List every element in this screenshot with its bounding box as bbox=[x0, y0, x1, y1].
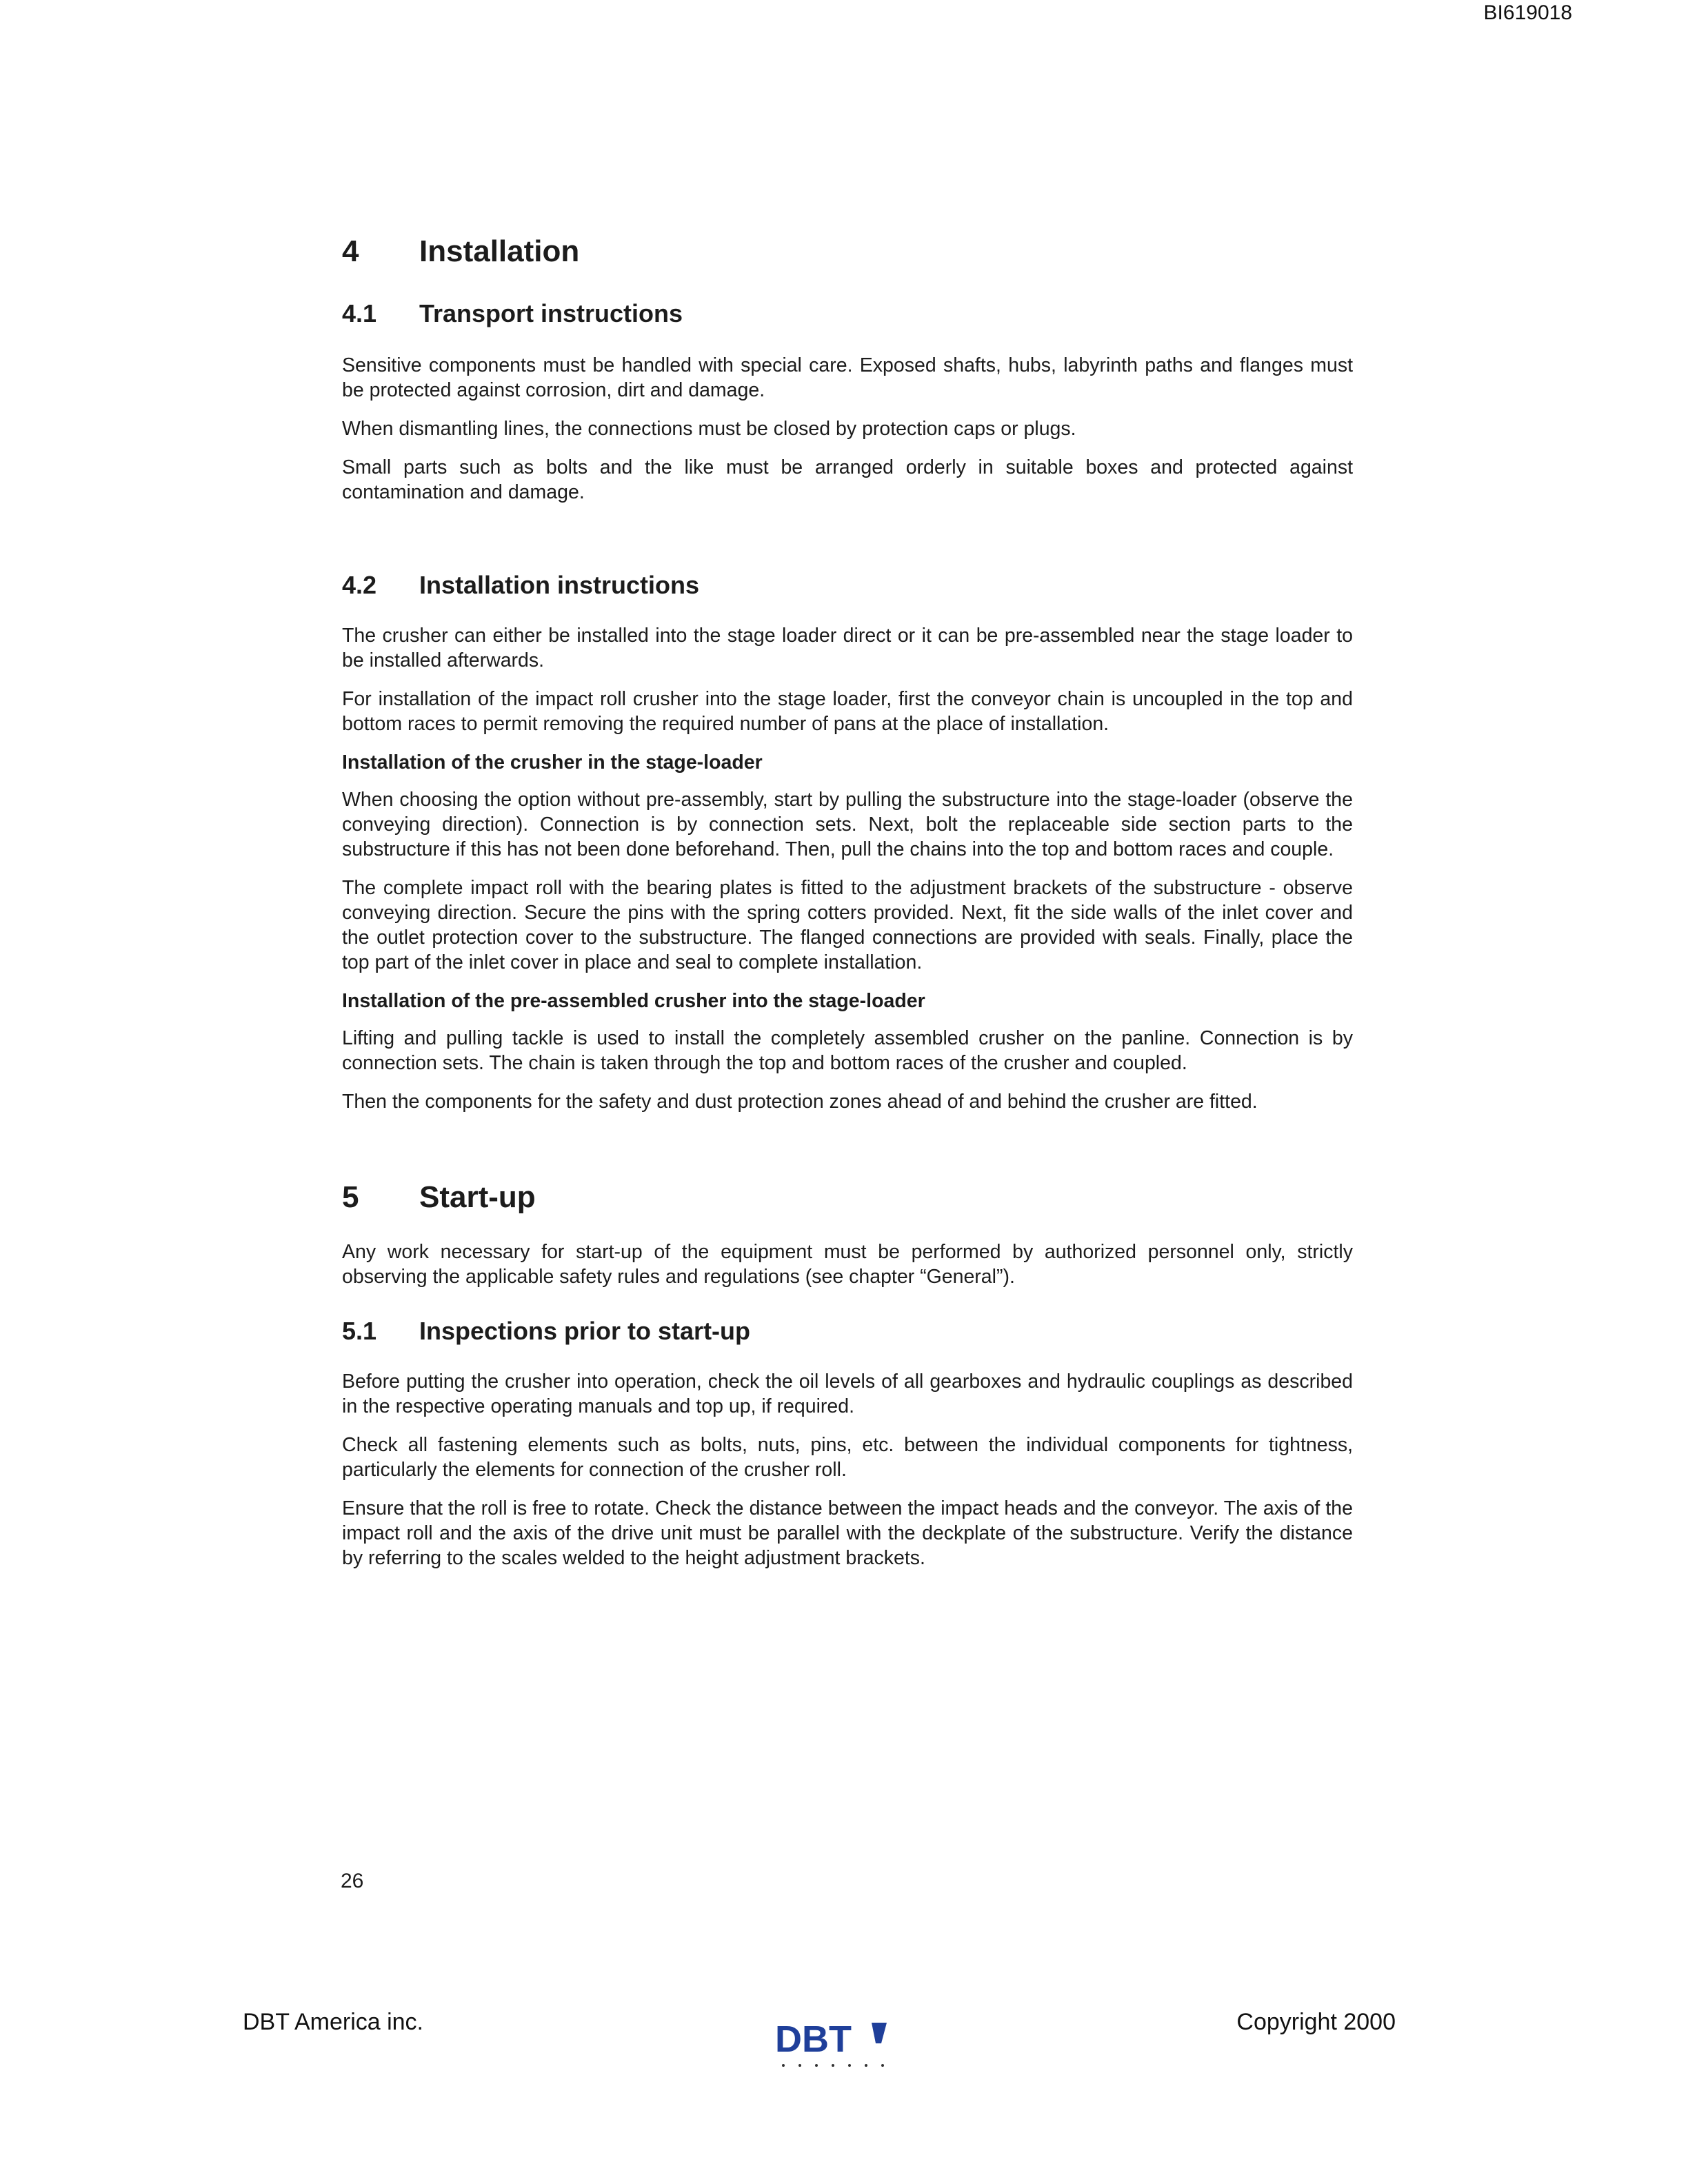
paragraph: When choosing the option without pre-assembly, start by pulling the substructure into the stage-loader (observe the conveying direction). Connection is by connection sets. Next, bolt the replaceable side section parts to the substructure if this has not been done beforehand. Then, pull the chains into the top and bottom races and couple. bbox=[342, 789, 1353, 860]
page-content bbox=[342, 234, 1353, 1584]
document-id: BI619018 bbox=[1483, 1, 1572, 24]
paragraph: Before putting the crusher into operation, check the oil levels of all gearboxes and hydraulic couplings as described in the respective operating manuals and top up, if required. bbox=[342, 1371, 1353, 1417]
section-title: Inspections prior to start-up bbox=[419, 1317, 751, 1345]
dbt-logo bbox=[770, 2016, 907, 2071]
paragraph: Lifting and pulling tackle is used to install the completely assembled crusher on the panline. Connection is by connection sets. The chain is taken through the top and bottom races of the crusher and coupled. bbox=[342, 1027, 1353, 1074]
section-title: Transport instructions bbox=[419, 299, 683, 327]
subheading: Installation of the crusher in the stage-loader bbox=[342, 751, 763, 774]
section-4-1-heading bbox=[342, 299, 1353, 328]
section-title: Start-up bbox=[419, 1180, 536, 1214]
section-number: 4.2 bbox=[342, 571, 377, 599]
section-title: Installation bbox=[419, 234, 580, 268]
section-4-heading bbox=[342, 234, 1353, 269]
section-title: Installation instructions bbox=[419, 571, 700, 599]
section-number: 4 bbox=[342, 234, 359, 268]
paragraph: When dismantling lines, the connections must be closed by protection caps or plugs. bbox=[342, 418, 1076, 440]
section-5-1-heading bbox=[342, 1317, 1353, 1346]
paragraph: Then the components for the safety and dust protection zones ahead of and behind the crusher are fitted. bbox=[342, 1091, 1258, 1113]
paragraph: The crusher can either be installed into the stage loader direct or it can be pre-assembled near the stage loader to be installed afterwards. bbox=[342, 625, 1353, 671]
footer-company: DBT America inc. bbox=[243, 2009, 424, 2035]
page-number: 26 bbox=[341, 1870, 364, 1892]
subheading: Installation of the pre-assembled crusher into the stage-loader bbox=[342, 990, 925, 1012]
paragraph: For installation of the impact roll crusher into the stage loader, first the conveyor chain is uncoupled in the top and bottom races to permit removing the required number of pans at the place of installation. bbox=[342, 688, 1353, 735]
paragraph: Check all fastening elements such as bolts, nuts, pins, etc. between the individual components for tightness, particularly the elements for connection of the crusher roll. bbox=[342, 1434, 1353, 1481]
paragraph: Ensure that the roll is free to rotate. Check the distance between the impact heads and the conveyor. The axis of the impact roll and the axis of the drive unit must be parallel with the deckplate of the substructure. Verify the distance by referring to the scales welded to the height adjustment brackets. bbox=[342, 1497, 1353, 1569]
section-number: 4.1 bbox=[342, 299, 377, 327]
section-5-heading bbox=[342, 1180, 1353, 1215]
logo-mark bbox=[872, 2023, 887, 2043]
paragraph: Any work necessary for start-up of the equipment must be performed by authorized personnel only, strictly observing the applicable safety rules and regulations (see chapter “General”). bbox=[342, 1241, 1353, 1288]
section-number: 5 bbox=[342, 1180, 359, 1214]
logo-wordmark: DBT bbox=[775, 2019, 852, 2060]
section-number: 5.1 bbox=[342, 1317, 377, 1345]
paragraph: Sensitive components must be handled with special care. Exposed shafts, hubs, labyrinth paths and flanges must be protected against corrosion, dirt and damage. bbox=[342, 354, 1353, 401]
paragraph: The complete impact roll with the bearing plates is fitted to the adjustment brackets of the substructure - observe conveying direction. Secure the pins with the spring cotters provided. Next, fit the side walls of the inlet cover and the outlet protection cover to the substructure. The flanged connections are provided with seals. Finally, place the top part of the inlet cover in place and seal to complete installation. bbox=[342, 877, 1353, 973]
paragraph: Small parts such as bolts and the like must be arranged orderly in suitable boxes and protected against contamination and damage. bbox=[342, 456, 1353, 503]
section-4-2-heading bbox=[342, 571, 1353, 600]
footer-copyright: Copyright 2000 bbox=[1236, 2009, 1396, 2035]
